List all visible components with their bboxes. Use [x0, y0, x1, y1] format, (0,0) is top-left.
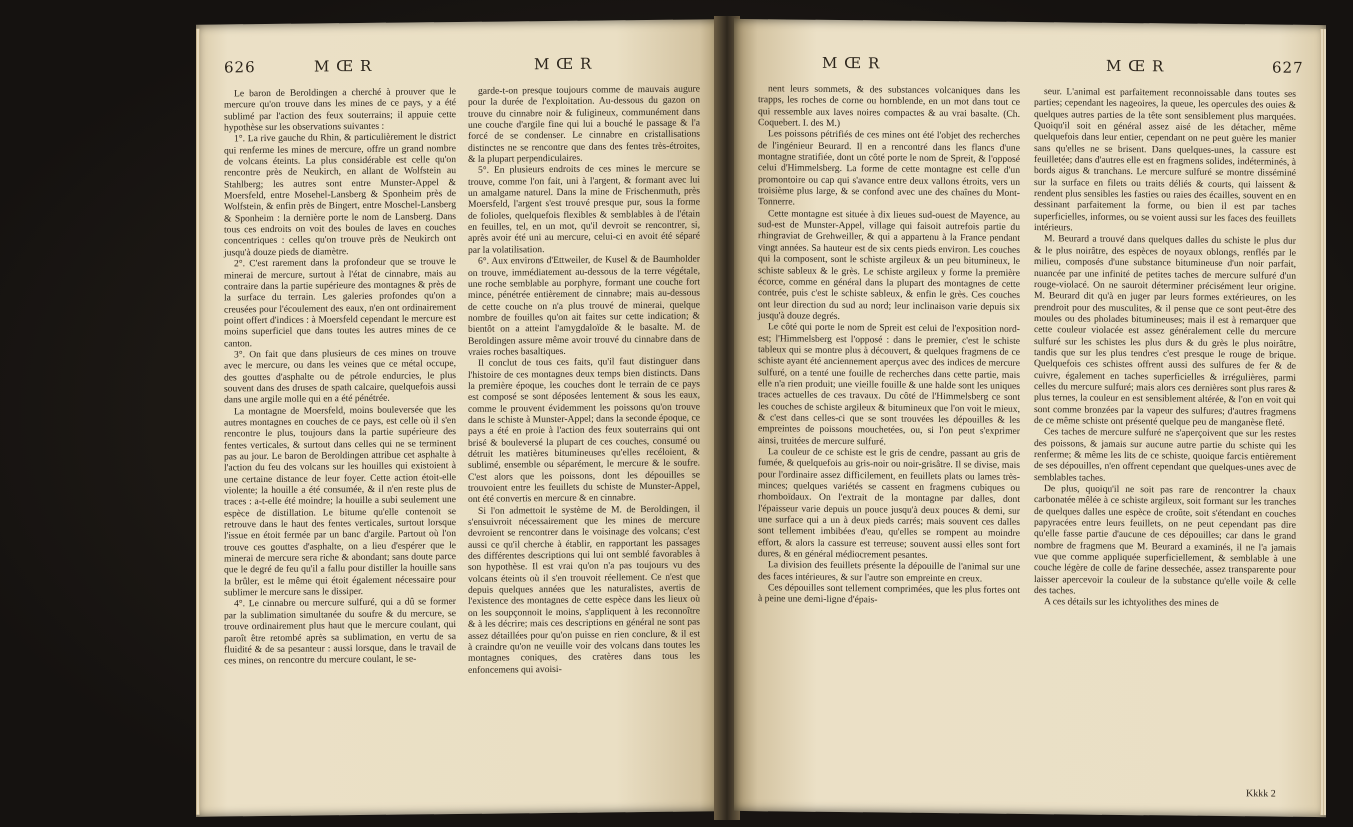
paragraph: Le côté qui porte le nom de Spreit est celui de l'exposition nord-est; l'Himmelsberg est l'opposé : dans le premier, c'est le schiste tableux qui se montre plus à découvert, & quelques fragmens de ce schiste ayant été anciennement aperçus avec des indices de mercure sulfuré, on a tenté une fouille de recherches dans cette partie, mais elle n'a rien produit; une vieille fouille & une halde sont les uniques traces actuelles de ces travaux. Du côté de l'Himmelsberg ce sont les couches de schiste argileux & bitumineux que l'on voit le mieux, & c'est dans celles-ci que se sont trouvées les dépouilles & les empreintes de poissons mouchetées, ou, si l'on peut s'exprimer ainsi, truitées de mercure sulfuré. — [758, 321, 1020, 448]
paragraph: De plus, quoiqu'il ne soit pas rare de rencontrer la chaux carbonatée mêlée à ce schiste argileux, soit formant sur les tranches de quelques dalles une espèce de croûte, soit s'étendant en couches papyracées entre leurs feuillets, on ne peut cependant pas dire qu'elle fasse partie d'aucune de ces dépouilles; car dans le grand nombre de fragmens que M. Beurard a examinés, il ne l'a jamais vue que comme appliquée superficiellement, & semblable à une couche légère de colle de farine dessechée, assez transparente pour laisser apercevoir la couleur de la substance qu'elle voile & celle des taches. — [1034, 483, 1296, 597]
paragraph: 6°. Aux environs d'Ettweiler, de Kusel & de Baumholder on trouve, immédiatement au-dessous de la terre végétale, une roche semblable au porphyre, formant une couche fort mince, pénétrée entièrement de cinnabre; mais au-dessous de cette couche on n'a plus trouvé de minerai, quelque nombre de fouilles qu'on ait faites sur cette indication; & bientôt on a atteint l'amygdaloïde & le basalte. M. de Beroldingen assure même avoir trouvé du cinnabre dans de vraies roches basaltiques. — [468, 253, 700, 358]
paragraph: A ces détails sur les ichtyolithes des mines de — [1044, 596, 1219, 610]
paragraph: Si l'on admettoit le système de M. de Beroldingen, il s'ensuivroit nécessairement que les mines de mercure devroient se rencontrer dans le voisinage des volcans; c'est aussi ce qu'il cherche à établir, en rapportant les passages des différentes descriptions qui lui ont semblé favorables à son hypothèse. Il est vrai qu'on n'a pas toujours vu des volcans éteints où il s'en trouvoit réellement. Ce n'est que depuis quelques années que les naturalistes, avertis de l'existence des montagnes de cette espèce dans les lieux où on les soupçonnoit le moins, s'appliquent à les reconnoître & à les décrire; mais ces descriptions en général ne sont pas assez détaillées pour qu'on puisse en rien conclure, & il est à craindre qu'on ne veuille voir des volcans dans toutes les montagnes coniques, des cratères dans tous les enfoncemens qui avoisi- — [468, 503, 700, 676]
paragraph: seur. L'animal est parfaitement reconnoissable dans toutes ses parties; cependant les nageoires, la queue, les opercules des ouies & quelques autres parties de la tête sont sensiblement plus marquées. Quoiqu'il soit en général assez aisé de les détacher, même quelquefois dans leur entier, cependant on ne peut guère les manier sans qu'elles ne se brisent. Dans quelques-unes, la cassure est feuilletée; dans d'autres elle est en fragmens solides, indéterminés, à bords aigus & tranchans. Le mercure sulfuré se montre disséminé sur la surface en filets ou traits déliés & courts, qui laissent & rendent plus sensibles les fasties ou raies des écailles, souvent en en dessinant parfaitement la forme, ou bien il est par taches superficielles, informes, ou se voient aussi sur les faces des feuillets intérieurs. — [1034, 86, 1296, 234]
paragraph: 3°. On fait que dans plusieurs de ces mines on trouve avec le mercure, ou dans les veines que ce métal occupe, des gouttes d'asphalte ou de pétrole endurcies, le plus souvent dans des druses de spath calcaire, quelquefois aussi dans une argile molle qui en a été pénétrée. — [224, 346, 456, 406]
paragraph: Ces dépouilles sont tellement comprimées, que les plus fortes ont à peine une demi-ligne d'épais- — [758, 582, 1020, 606]
left-page — [196, 19, 721, 816]
paragraph: 1°. La rive gauche du Rhin, & particulièrement le district qui renferme les mines de mercure, offre un grand nombre de volcans éteints. La plus considérable est celle qu'on rencontre près de Neukirch, en allant de Wolfstein au Stahlberg; les autres sont entre Munster-Appel & Moersfeld, entre Mosehel-Lansberg & Sponheim près de Wolfstein, & enfin près de Bingert, entre Moschel-Lansberg & Sponheim : la dernière porte le nom de Lansberg. Dans tous ces endroits on voit des boules de laves en couches concentriques : celles qu'on trouve près de Neukirch ont jusqu'à douze pieds de diamètre. — [224, 131, 456, 259]
right-column-1 — [758, 83, 1020, 608]
paragraph: 5°. En plusieurs endroits de ces mines le mercure se trouve, comme l'on fait, uni à l'argent, & formant avec lui un amalgame naturel. Dans la mine de Frischenmuth, près Moersfeld, l'argent s'est trouvé presque pur, sous la forme de folioles, quelquefois flexibles & semblables à de l'étain en feuilles, tel, en un mot, qu'il devroit se rencontrer, si, après avoir été uni au mercure, celui-ci en avoit été séparé par la volatilisation. — [468, 162, 700, 256]
page-edges-right — [1320, 29, 1326, 815]
paragraph: Le baron de Beroldingen a cherché à prouver que le mercure qu'on trouve dans les mines de ce pays, y a été sublimé par l'action des feux souterrains; il appuie cette hypothèse sur les observations suivantes : — [224, 86, 456, 134]
paragraph: M. Beurard a trouvé dans quelques dalles du schiste le plus dur & le plus noirâtre, des espèces de noyaux oblongs, renflés par le milieu, composés d'une substance bitumineuse d'un noir parfait, nuancée par une infinité de petites taches de mercure sulfuré d'un rouge-violacé. On ne sauroit déterminer précisément leur origine. M. Beurard dit qu'à en juger par leurs formes extérieures, on les prendroit pour des musculites, & il pense que ce sont peut-être des moules ou des pholades bitumineuses; mais il est à remarquer que cette couleur violacée est assez généralement celle du mercure sulfuré sur les schistes les plus durs & du grès le plus noirâtre, tandis que sur les plus tendres c'est presque le rouge de brique. Quelquefois ces schistes offrent aussi des sulfures de fer & de cuivre, également en taches superficielles & irrégulières, parmi celles du mercure sulfuré; mais alors ces dernières sont plus rares & plus ternes, la couleur en est sensiblement altérée, & l'on en voit qui sont comme bronzées par la vapeur des sulfures; d'autres fragmens de ce même schiste ont présenté quelque peu de manganèse fleté. — [1034, 233, 1296, 429]
paragraph: La montagne de Moersfeld, moins bouleversée que les autres montagnes en couches de ce pays, est celle où il s'en rencontre le plus, toujours dans la partie supérieure des fentes verticales, & surtout dans celles qui ne se terminent pas au jour. Le baron de Beroldingen attribue cet asphalte à l'action du feu des volcans sur les houilles qui existoient à une certaine distance de leur foyer. Cette action étoit-elle violente; la houille a été consumée, & il n'en reste plus de traces : a-t-elle été moindre; la houille a subi seulement une espèce de distillation. Le bitume qu'elle contenoit se retrouve dans le haut des fentes verticales, surtout lorsque l'issue en étoit fermée par un banc d'argile. Partout où l'on trouve ces gouttes d'asphalte, on a lieu d'espérer que le minerai de mercure sera riche & abondant; sans doute parce que le degré de feu qu'il a fallu pour distiller la houille sans la brûler, est le même qui étoit également nécessaire pour sublimer le mercure sans le dissiper. — [224, 403, 456, 599]
paragraph: La couleur de ce schiste est le gris de cendre, passant au gris de fumée, & quelquefois au gris-noir ou noir-grisâtre. Il se divise, mais pour l'ordinaire assez difficilement, en feuillets plats ou lames très-minces; quelques variétés se cassent en fragmens cubiques ou rhomboïdaux. On l'extrait de la montagne par dalles, dont l'épaisseur varie depuis un pouce jusqu'à deux pouces & demi, sur une surface qui a un à deux pieds carrés; mais souvent ces dalles sont tellement imbibées d'eau, qu'elles se rompent au moindre effort, & alors la cassure est terreuse; souvent aussi elles sont fort dures, & en général médiocrement pesantes. — [758, 446, 1020, 562]
page-edges-left — [196, 29, 200, 815]
left-column-1 — [224, 86, 456, 667]
left-running-head-center: M Œ R — [534, 54, 593, 74]
paragraph: Cette montagne est située à dix lieues sud-ouest de Mayence, au sud-est de Munster-Appel, village qui faisoit autrefois partie du rhingraviat de Grehweiller, & qui a appartenu à la France pendant vingt années. Sa hauteur est de six cents pieds environ. Les couches qui la composent, sont le schiste argileux & un peu bitumineux, le schiste sableux & le grès. Le schiste argileux y forme la première écorce, comme en général dans la plupart des montagnes de cette contrée, puis c'est le schiste sableux, & enfin le grès. Ces couches ont leur direction du sud au nord; leur inclinaison varie depuis six jusqu'à douze degrés. — [758, 208, 1020, 322]
paragraph: garde-t-on presque toujours comme de mauvais augure pour la durée de l'exploitation. Au-dessous du gazon on trouve du cinnabre noir & fuligineux, communément dans une couche d'argile fine qui lui a bouché le passage & l'a forcé de se condenser. Le cinnabre en cristallisations distinctes ne se rencontre que dans des fentes très-étroites, & la plupart perpendiculaires. — [468, 83, 700, 165]
right-page-number: 627 — [1272, 58, 1304, 77]
right-running-head-center: M Œ R — [1106, 56, 1165, 76]
paragraph: Il conclut de tous ces faits, qu'il faut distinguer dans l'histoire de ces montagnes deux temps bien distincts. Dans la première époque, les couches dont le terrain de ce pays est composé se sont déposées lentement & sous les eaux, comme le prouvent évidemment les poissons qu'on trouve dans le schiste à Munster-Appel; dans la seconde époque, ce pays a été en proie à l'action des feux souterrains qui ont brisé & bouleversé la plupart de ces couches, consumé ou détruit les matières bitumineuses qu'elles recéloient, & sublimé, ensemble ou séparément, le mercure & le soufre. C'est alors que les poissons, dont les dépouilles se trouvoient entre les feuillets du schiste de Munster-Appel, ont été convertis en mercure & en cinnabre. — [468, 355, 700, 506]
open-book — [196, 22, 1326, 814]
right-running-head: M Œ R — [822, 53, 881, 73]
left-running-head: M Œ R — [314, 56, 373, 76]
signature-mark: Kkkk 2 — [1246, 788, 1276, 800]
paragraph: Les poissons pétrifiés de ces mines ont été l'objet des recherches de l'ingénieur Beurard. Il en a rencontré dans les flancs d'une montagne stratifiée, dont un côté porte le nom de Spreit, & l'opposé celui d'Himmelsberg. La forme de cette montagne est celle d'un promontoire ou cap qui s'avance entre deux vallons étroits, vers un troisième plus large, & se confond avec une des chaînes du Mont-Tonnerre. — [758, 128, 1020, 208]
right-column-2 — [1034, 86, 1296, 611]
paragraph: Ces taches de mercure sulfuré ne s'aperçoivent que sur les restes des poissons, & jamais sur aucune autre partie du schiste qui les renferme; & même les lits de ce schiste, quoique farcis entièrement de ses dépouilles, n'en offrent cependant que quelques-unes avec de semblables taches. — [1034, 426, 1296, 484]
left-page-number: 626 — [224, 58, 256, 77]
paragraph: 2°. C'est rarement dans la profondeur que se trouve le minerai de mercure, surtout à l'état de cinnabre, mais au contraire dans la partie supérieure des montagnes & près de la surface du terrain. Les galeries profondes qu'on a creusées pour l'écoulement des eaux, n'en ont ordinairement point offert d'indices : à Moersfeld cependant le mercure est moins superficiel que dans toutes les autres mines de ce canton. — [224, 256, 456, 350]
paragraph: nent leurs sommets, & des substances volcaniques dans les trapps, les roches de corne ou hornblende, en un mot dans tout ce qui ressemble aux laves noires compactes & au vrai basalte. (Ch. Coquebert. I. des M.) — [758, 83, 1020, 130]
left-column-2 — [468, 83, 700, 675]
paragraph: La division des feuillets présente la dépouille de l'animal sur une des faces intérieures, & sur l'autre son empreinte en creux. — [758, 559, 1020, 585]
right-page — [734, 19, 1326, 817]
paragraph: 4°. Le cinnabre ou mercure sulfuré, qui a dû se former par la sublimation simultanée du soufre & du mercure, se trouve ordinairement plus haut que le mercure coulant, qui paroît être retombé après sa sublimation, en vertu de sa fluidité & de sa pesanteur : aussi lorsque, dans le travail de ces mines, on rencontre du mercure coulant, le se- — [224, 596, 456, 667]
